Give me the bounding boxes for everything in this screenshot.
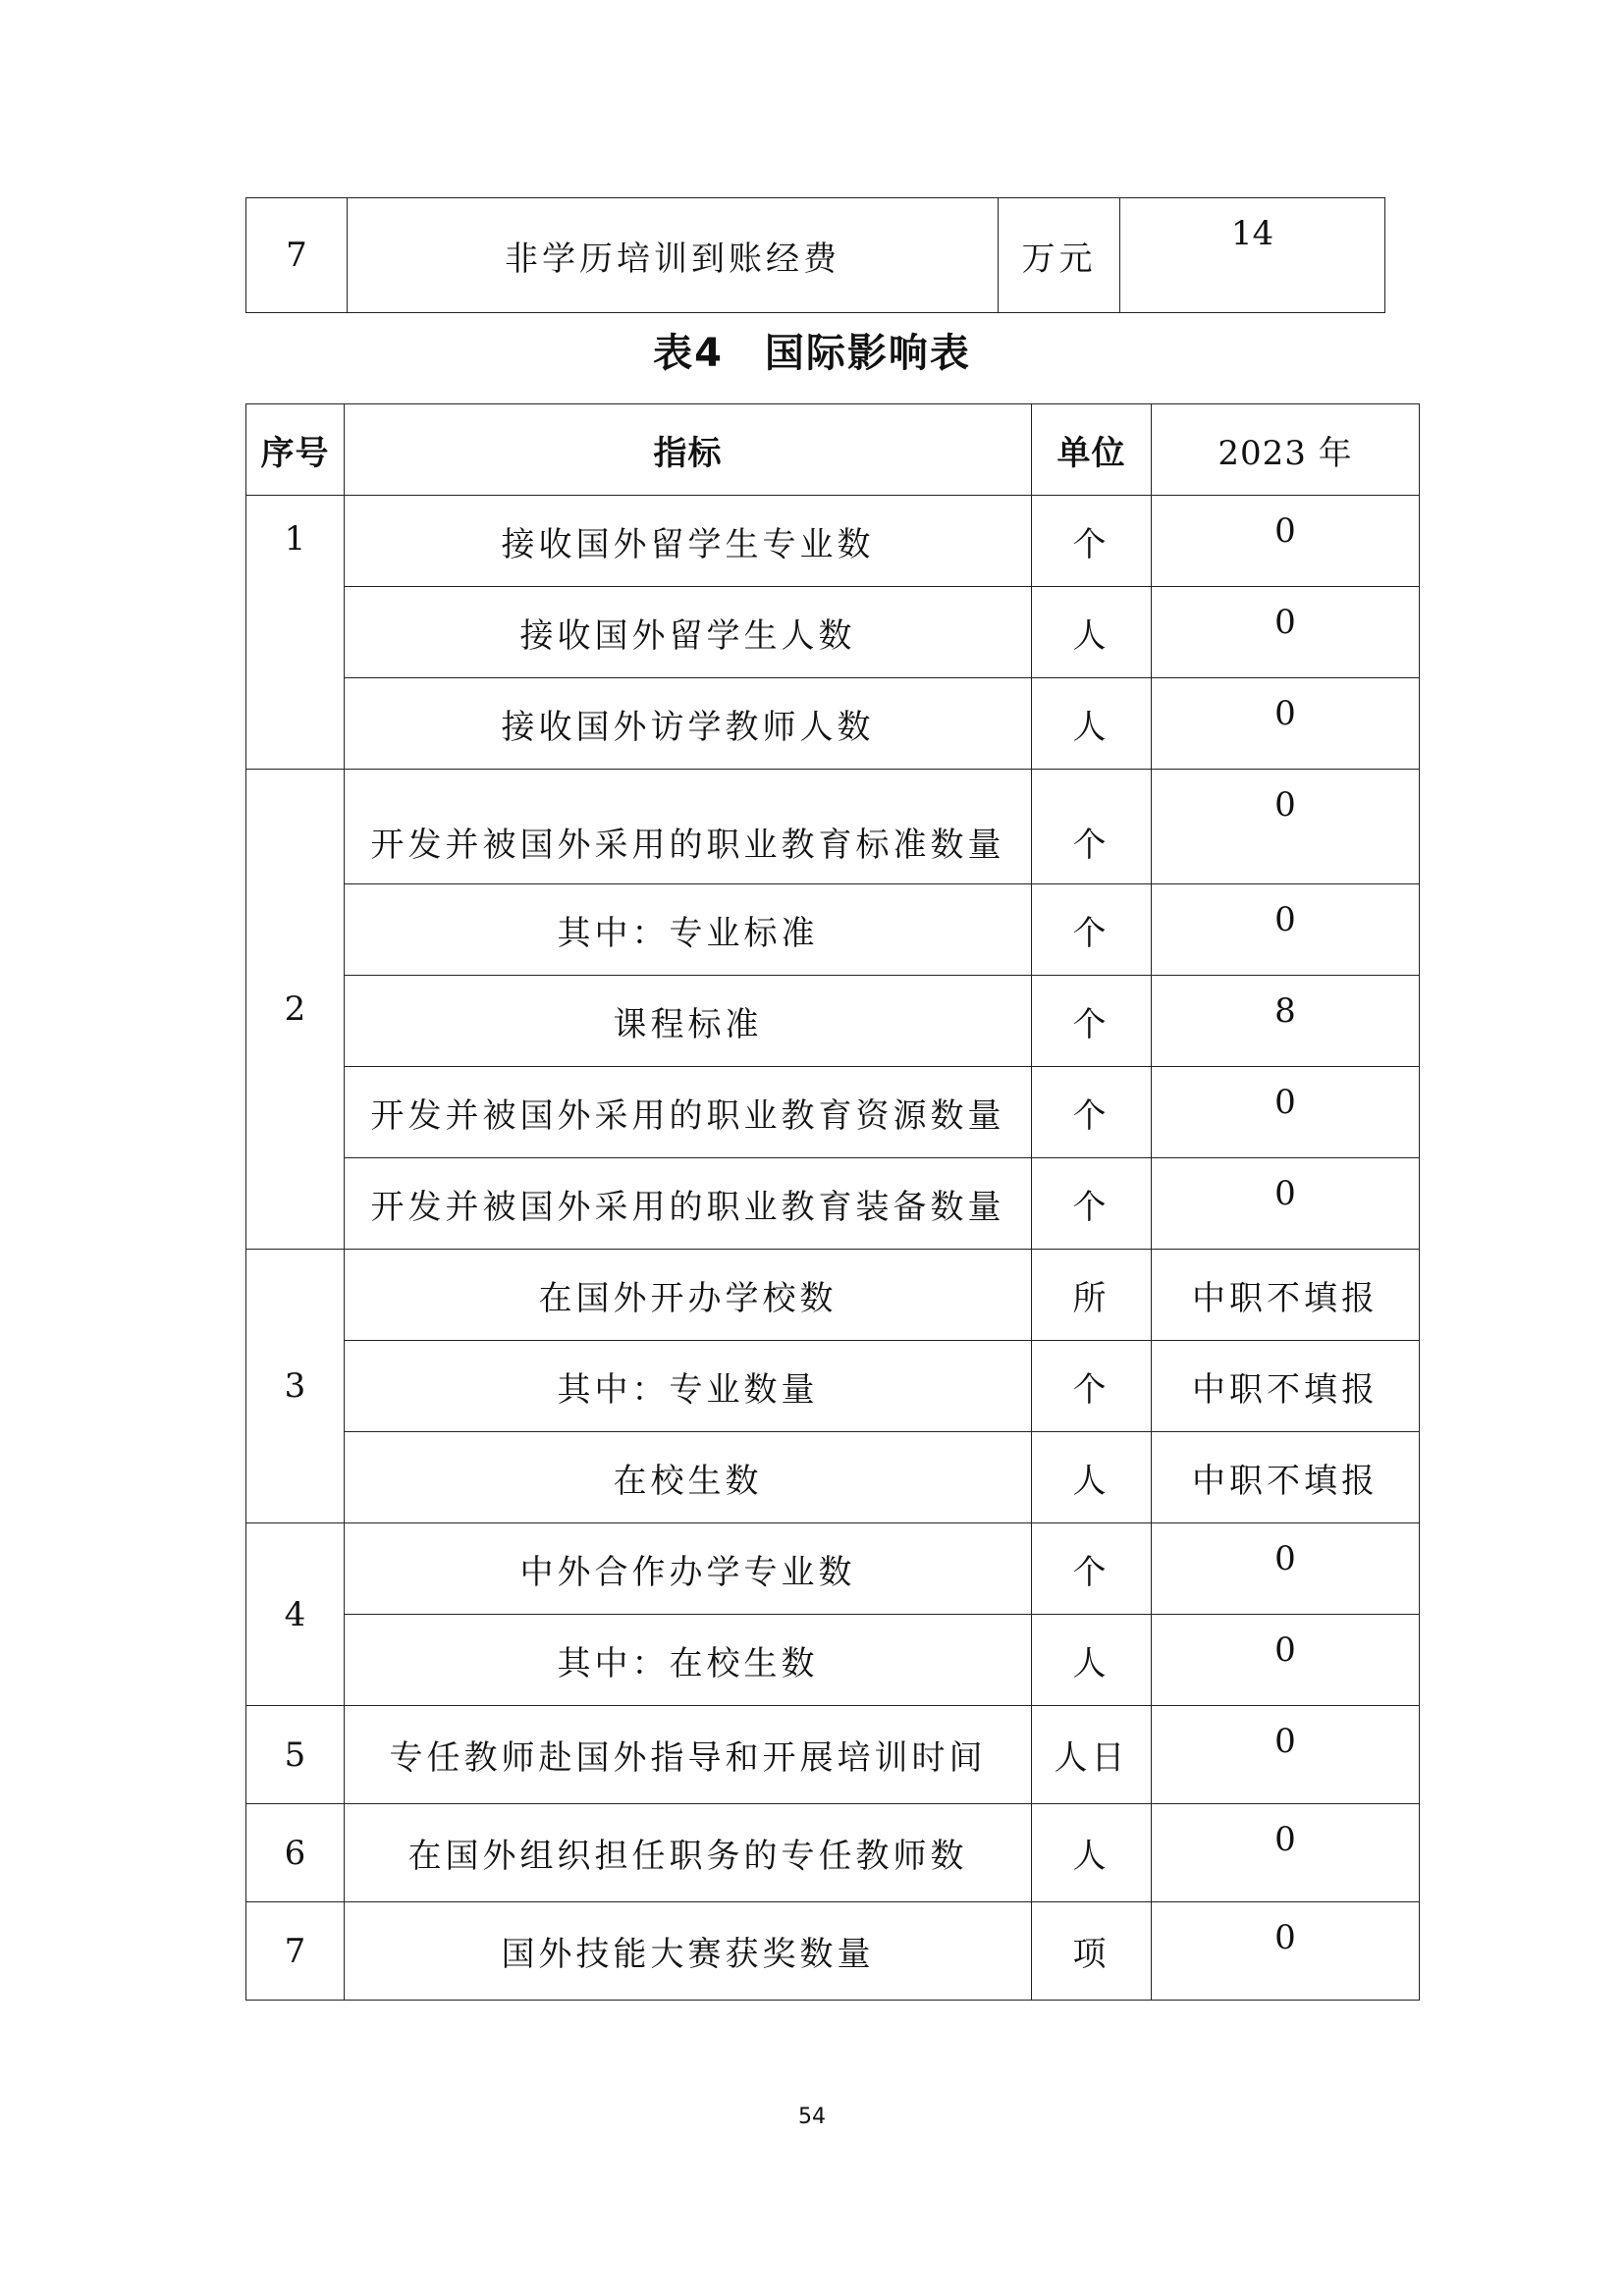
value-cell: 0 (1152, 1804, 1420, 1902)
value-cell: 0 (1152, 1902, 1420, 2001)
indicator-cell: 开发并被国外采用的职业教育标准数量 (345, 770, 1032, 884)
previous-table-fragment (245, 197, 1385, 313)
indicator-cell: 专任教师赴国外指导和开展培训时间 (345, 1706, 1032, 1804)
seq-cell: 1 (246, 496, 345, 770)
seq-cell: 4 (246, 1523, 345, 1706)
seq-cell: 5 (246, 1706, 345, 1804)
table-row (246, 587, 1420, 678)
seq-cell: 3 (246, 1250, 345, 1523)
unit-cell: 人 (1032, 1804, 1152, 1902)
unit-cell: 人 (1032, 1615, 1152, 1706)
indicator-cell: 在校生数 (345, 1432, 1032, 1523)
unit-cell: 个 (1032, 496, 1152, 587)
table-row (246, 1158, 1420, 1250)
unit-cell: 人 (1032, 587, 1152, 678)
table-row (246, 1804, 1420, 1902)
table-row (246, 1902, 1420, 2001)
table-row (246, 976, 1420, 1067)
table-row (246, 1523, 1420, 1615)
header-indicator: 指标 (345, 404, 1032, 496)
table-header-row (246, 404, 1420, 496)
table-row (246, 1706, 1420, 1804)
table-row (246, 198, 1385, 313)
indicator-cell: 开发并被国外采用的职业教育资源数量 (345, 1067, 1032, 1158)
header-seq: 序号 (246, 404, 345, 496)
indicator-cell: 其中：专业标准 (345, 884, 1032, 976)
unit-cell: 人日 (1032, 1706, 1152, 1804)
value-cell: 0 (1152, 678, 1420, 770)
value-cell: 0 (1152, 1067, 1420, 1158)
value-cell: 0 (1152, 884, 1420, 976)
unit-cell: 个 (1032, 976, 1152, 1067)
unit-cell: 个 (1032, 1067, 1152, 1158)
table-row (246, 1432, 1420, 1523)
seq-cell: 7 (246, 198, 348, 313)
indicator-cell: 在国外组织担任职务的专任教师数 (345, 1804, 1032, 1902)
indicator-cell: 课程标准 (345, 976, 1032, 1067)
value-cell: 0 (1152, 1158, 1420, 1250)
value-cell: 8 (1152, 976, 1420, 1067)
seq-cell: 2 (246, 770, 345, 1250)
value-cell: 0 (1152, 1615, 1420, 1706)
table-row (246, 1250, 1420, 1341)
page-number: 54 (798, 2105, 826, 2129)
indicator-cell: 中外合作办学专业数 (345, 1523, 1032, 1615)
indicator-cell: 接收国外留学生专业数 (345, 496, 1032, 587)
indicator-cell: 非学历培训到账经费 (348, 198, 999, 313)
table-row (246, 496, 1420, 587)
value-cell: 中职不填报 (1152, 1432, 1420, 1523)
unit-cell: 项 (1032, 1902, 1152, 2001)
indicator-cell: 其中：在校生数 (345, 1615, 1032, 1706)
unit-cell: 所 (1032, 1250, 1152, 1341)
value-cell: 0 (1152, 1706, 1420, 1804)
unit-cell: 万元 (999, 198, 1120, 313)
value-cell: 中职不填报 (1152, 1341, 1420, 1432)
international-influence-table (245, 403, 1420, 2001)
header-unit: 单位 (1032, 404, 1152, 496)
value-cell: 0 (1152, 587, 1420, 678)
value-cell: 14 (1120, 198, 1385, 313)
table-row (246, 1341, 1420, 1432)
indicator-cell: 国外技能大赛获奖数量 (345, 1902, 1032, 2001)
indicator-cell: 在国外开办学校数 (345, 1250, 1032, 1341)
value-cell: 0 (1152, 770, 1420, 884)
indicator-cell: 接收国外访学教师人数 (345, 678, 1032, 770)
value-cell: 0 (1152, 1523, 1420, 1615)
unit-cell: 人 (1032, 1432, 1152, 1523)
unit-cell: 个 (1032, 884, 1152, 976)
table-title: 表4 国际影响表 (653, 331, 971, 376)
unit-cell: 个 (1032, 1523, 1152, 1615)
table-row (246, 884, 1420, 976)
value-cell: 0 (1152, 496, 1420, 587)
table-row (246, 678, 1420, 770)
table-row (246, 770, 1420, 884)
indicator-cell: 开发并被国外采用的职业教育装备数量 (345, 1158, 1032, 1250)
seq-cell: 7 (246, 1902, 345, 2001)
table-row (246, 1615, 1420, 1706)
indicator-cell: 其中：专业数量 (345, 1341, 1032, 1432)
indicator-cell: 接收国外留学生人数 (345, 587, 1032, 678)
unit-cell: 人 (1032, 678, 1152, 770)
header-year: 2023 年 (1152, 404, 1420, 496)
table-row (246, 1067, 1420, 1158)
value-cell: 中职不填报 (1152, 1250, 1420, 1341)
seq-cell: 6 (246, 1804, 345, 1902)
unit-cell: 个 (1032, 1158, 1152, 1250)
unit-cell: 个 (1032, 770, 1152, 884)
unit-cell: 个 (1032, 1341, 1152, 1432)
